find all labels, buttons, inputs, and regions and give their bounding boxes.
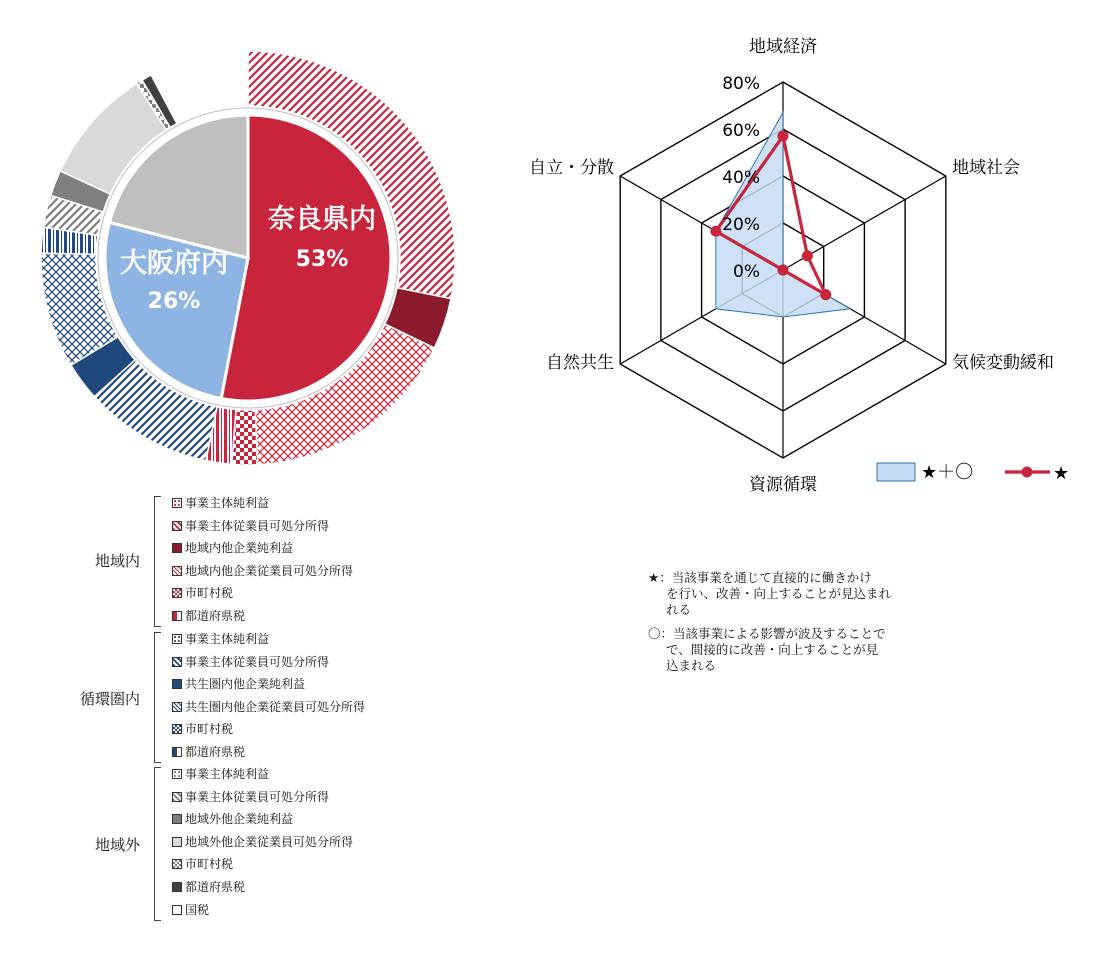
radar-point (710, 226, 721, 237)
radar-point (778, 131, 789, 142)
legend-swatch (172, 521, 182, 531)
legend-label: 事業主体従業員可処分所得 (185, 789, 330, 804)
radar-axis-label: 地域社会 (952, 158, 1020, 178)
radar-tick-label: 40% (722, 168, 760, 188)
note-line: ★：当該事業を通じて直接的に働きかけ (648, 570, 872, 585)
slice-value: 26% (147, 289, 201, 314)
legend-swatch (172, 747, 182, 757)
legend-item (172, 632, 269, 646)
legend-swatch (172, 724, 182, 734)
legend-bracket (154, 632, 161, 763)
legend-item (172, 496, 269, 510)
legend-label: 事業主体純利益 (185, 632, 270, 646)
legend-item (172, 564, 353, 578)
legend-swatch (172, 905, 182, 915)
legend-label: ★＋〇 (921, 462, 974, 483)
note-line: 〇：当該事業による影響が波及することで (648, 626, 886, 641)
legend-label: 地域内他企業純利益 (185, 541, 294, 556)
note-line: 込まれる (666, 658, 717, 673)
radar-axis-label: 自立・分散 (529, 158, 614, 178)
legend-swatch (172, 814, 182, 824)
legend-bracket (154, 496, 161, 627)
legend-swatch (172, 702, 182, 712)
slice-name: 奈良県内 (268, 204, 376, 235)
legend-label: 事業主体従業員可処分所得 (185, 654, 330, 669)
legend-label: 地域外他企業純利益 (185, 812, 294, 827)
legend-item (172, 655, 329, 669)
legend-swatch (172, 566, 182, 576)
radar-tick-label: 20% (722, 215, 760, 235)
legend-swatch (172, 657, 182, 667)
legend-item (172, 609, 245, 623)
radar-tick-label: 60% (722, 121, 760, 141)
legend-item (172, 677, 305, 691)
legend-swatch (172, 498, 182, 508)
legend-label: 市町村税 (185, 586, 234, 601)
legend-item (172, 767, 269, 781)
legend-item (172, 586, 233, 600)
radar-point (778, 265, 789, 276)
legend-swatch-area (877, 463, 915, 481)
radar-axis-label: 自然共生 (546, 353, 614, 373)
radar-legend (877, 462, 1069, 484)
legend-group-label: 地域外 (94, 836, 140, 854)
legend-item (172, 880, 245, 894)
legend-item (172, 745, 245, 759)
legend-swatch (172, 611, 182, 621)
legend-label: 共生圏内他企業従業員可処分所得 (185, 699, 366, 714)
slice-name: 大阪府内 (120, 248, 228, 279)
legend-swatch-point (1022, 467, 1033, 478)
legend-label: 都道府県税 (185, 745, 246, 759)
legend-label: 事業主体純利益 (185, 496, 270, 510)
legend-label: 共生圏内他企業純利益 (185, 677, 306, 692)
legend-bracket (154, 767, 161, 921)
legend-swatch (172, 588, 182, 598)
legend-item (172, 857, 233, 871)
legend-label: 事業主体従業員可処分所得 (185, 518, 330, 533)
legend-label: ★ (1053, 463, 1070, 484)
legend-group-label: 地域内 (94, 552, 140, 570)
radar-tick-label: 80% (722, 74, 760, 94)
legend-item (172, 541, 293, 555)
radar-point (820, 289, 831, 300)
legend-swatch (172, 543, 182, 553)
legend-label: 市町村税 (185, 722, 234, 737)
note-line: で、間接的に改善・向上することが見 (666, 642, 879, 657)
legend-label: 地域内他企業従業員可処分所得 (185, 563, 354, 578)
legend-item (172, 835, 353, 849)
slice-value: 53% (295, 247, 349, 272)
legend-swatch (172, 837, 182, 847)
note-line: を行い、改善・向上することが見込まれ (666, 586, 892, 601)
legend-item (172, 790, 329, 804)
legend-swatch (172, 634, 182, 644)
legend-item (172, 812, 293, 826)
radar-axis-label: 資源循環 (749, 475, 817, 495)
legend-label: 都道府県税 (185, 609, 246, 623)
legend-label: 都道府県税 (185, 880, 246, 894)
legend-item (172, 903, 209, 917)
radar-axis-label: 気候変動緩和 (952, 353, 1054, 373)
legend-label: 市町村税 (185, 857, 234, 872)
legend-group-label: 循環圏内 (79, 690, 140, 708)
note-line: れる (666, 602, 692, 617)
radar-text (529, 37, 1054, 495)
legend-item (172, 722, 233, 736)
legend-label: 国税 (185, 902, 210, 917)
radar-point (802, 250, 813, 261)
legend-swatch (172, 882, 182, 892)
legend-swatch (172, 679, 182, 689)
legend-label: 事業主体純利益 (185, 767, 270, 781)
legend-item (172, 519, 329, 533)
legend-swatch (172, 859, 182, 869)
legend-item (172, 700, 365, 714)
legend-label: 地域外他企業従業員可処分所得 (185, 834, 354, 849)
radar-axis-label: 地域経済 (749, 37, 817, 57)
legend-swatch (172, 769, 182, 779)
radar-tick-label: 0% (733, 262, 760, 282)
legend-swatch (172, 792, 182, 802)
